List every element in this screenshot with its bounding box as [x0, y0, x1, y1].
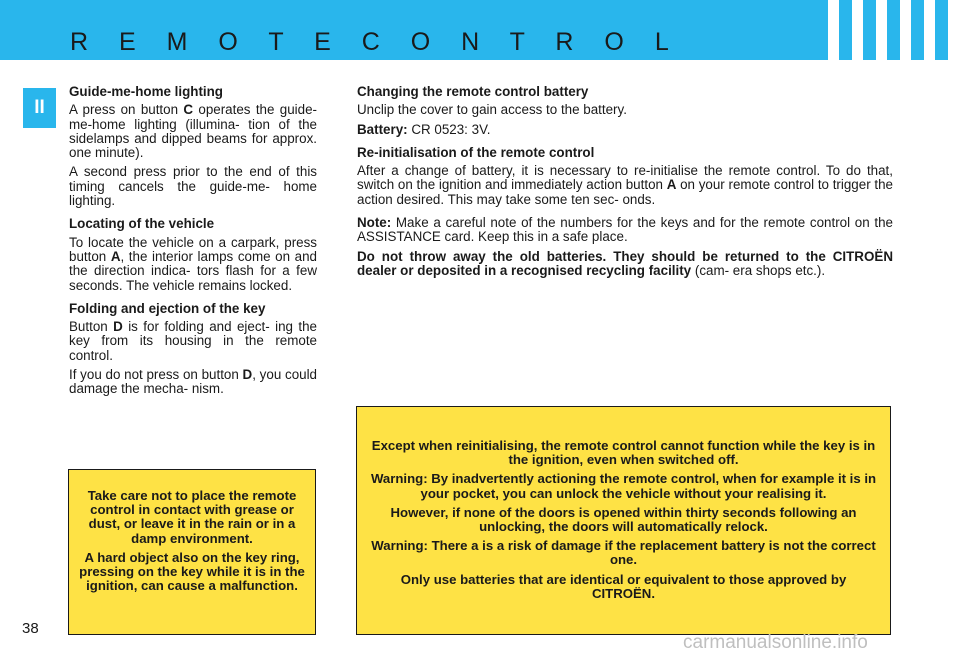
button-key-label: D — [113, 319, 123, 335]
battery-section — [357, 85, 893, 137]
page-title: R E M O T E C O N T R O L — [70, 28, 681, 56]
guide-me-home-section — [69, 85, 317, 208]
text: After a change of battery, it is necessary to re-initialise the remote control. To do that, switch on the ignition and immediately action button — [357, 163, 893, 193]
warning-text: Warning: By inadvertently actioning the remote control, when for example it is in your pocket, you can unlock the vehicle without your realising it. — [370, 471, 877, 501]
warning-text: Warning: There a is a risk of damage if the replacement battery is not the correct one. — [371, 538, 876, 568]
locating-section — [69, 217, 317, 292]
warning-box-right — [356, 406, 891, 635]
text: To locate the vehicle on a carpark, press button — [69, 234, 317, 264]
left-column — [69, 85, 317, 406]
banner-stripe — [900, 0, 911, 60]
battery-label: Battery: — [357, 121, 408, 137]
button-key-label: A — [666, 177, 677, 193]
paragraph — [69, 236, 317, 293]
warning-box-left — [68, 469, 316, 635]
banner-stripe — [948, 0, 960, 60]
warning-text: A hard object also on the key ring, pressing on the key while it is in the ignition, can cause a malfunction. — [79, 549, 305, 594]
watermark: carmanualsonline.info — [683, 632, 868, 653]
paragraph — [69, 103, 317, 160]
button-key-label: D — [242, 367, 253, 383]
paragraph — [69, 368, 317, 397]
text: A press on button — [69, 102, 184, 118]
banner-stripe — [828, 0, 839, 60]
section-heading: Changing the remote control battery — [357, 84, 589, 99]
reinit-section — [357, 146, 893, 278]
recycling-warning: Do not throw away the old batteries. They should be returned to the CITROËN dealer or deposited in a recognised recycling facility — [357, 248, 893, 278]
text: on your remote control to trigger the action desired. This may take some ten sec- onds. — [357, 177, 894, 207]
section-heading: Re-initialisation of the remote control — [357, 144, 595, 160]
text: (cam- era shops etc.). — [691, 262, 826, 278]
paragraph — [357, 123, 893, 137]
text: Make a careful note of the numbers for the keys and for the remote control on the ASSISTANCE card. Keep this in a safe place. — [357, 215, 893, 245]
folding-section — [69, 302, 317, 397]
warning-text: Except when reinitialising, the remote control cannot function while the key is in the ignition, even when switched off. — [371, 438, 876, 468]
paragraph — [357, 216, 893, 245]
page-number: 38 — [22, 620, 39, 637]
section-heading: Locating of the vehicle — [69, 216, 215, 232]
banner-stripe — [924, 0, 935, 60]
paragraph — [357, 164, 893, 207]
text: is for folding and eject- ing the key from its housing in the remote control. — [69, 319, 317, 363]
section-heading: Folding and ejection of the key — [69, 300, 266, 316]
section-heading: Guide-me-home lighting — [69, 84, 223, 99]
warning-text: Only use batteries that are identical or equivalent to those approved by CITROËN. — [400, 571, 847, 601]
text: , the interior lamps come on and the direction indica- tors flash for a few seconds. The vehicle remains locked. — [69, 248, 317, 293]
warning-text: Take care not to place the remote control in contact with grease or dust, or leave it in the rain or in a damp environment. — [87, 488, 297, 546]
text: Button — [69, 319, 114, 335]
note-label: Note: — [357, 215, 392, 231]
banner-stripe — [852, 0, 863, 60]
right-column — [357, 85, 893, 287]
warning-text: However, if none of the doors is opened within thirty seconds following an unlocking, the doors will automatically relock. — [390, 504, 857, 535]
paragraph — [69, 320, 317, 363]
text: , you could damage the mecha- nism. — [69, 367, 318, 397]
banner-stripe — [876, 0, 887, 60]
chapter-tab: II — [23, 88, 56, 128]
paragraph: Unclip the cover to gain access to the battery. — [357, 102, 627, 118]
header-banner — [0, 0, 960, 60]
button-key-label: A — [110, 248, 121, 264]
text: operates the guide-me-home lighting (illumina- tion of the sidelamps and dipped beams for approx. one minute). — [69, 102, 317, 161]
paragraph — [357, 250, 893, 279]
text: If you do not press on button — [69, 367, 243, 383]
battery-value: CR 0523: 3V. — [407, 121, 491, 137]
paragraph: A second press prior to the end of this timing cancels the guide-me- home lighting. — [69, 164, 317, 209]
button-key-label: C — [183, 102, 194, 118]
